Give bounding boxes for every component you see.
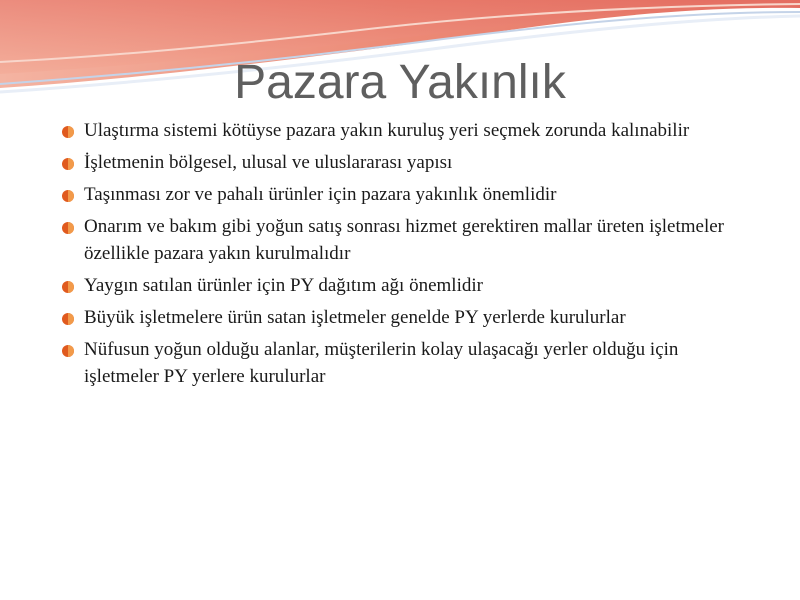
bullet-icon	[62, 190, 74, 202]
bullet-icon	[62, 158, 74, 170]
bullet-item	[58, 304, 758, 331]
bullet-item	[58, 336, 758, 390]
bullet-item	[58, 213, 758, 267]
bullet-text: Büyük işletmelere ürün satan işletmeler genelde PY yerlerde kurulurlar	[84, 307, 626, 328]
slide-title: Pazara Yakınlık	[234, 56, 566, 109]
bullet-icon	[62, 281, 74, 293]
bullet-item	[58, 181, 758, 208]
bullet-text: Ulaştırma sistemi kötüyse pazara yakın kuruluş yeri seçmek zorunda kalınabilir	[84, 120, 690, 141]
bullet-text: Onarım ve bakım gibi yoğun satış sonrası hizmet gerektiren mallar üreten işletmeler özellikle pazara yakın kurulmalıdır	[84, 216, 725, 264]
bullet-text: Nüfusun yoğun olduğu alanlar, müşterilerin kolay ulaşacağı yerler olduğu için işletmeler PY yerlere kurulurlar	[84, 339, 679, 387]
bullet-icon	[62, 313, 74, 325]
bullet-item	[58, 117, 758, 144]
bullet-text: Yaygın satılan ürünler için PY dağıtım ağı önemlidir	[84, 275, 483, 296]
bullet-item	[58, 272, 758, 299]
bullet-item	[58, 149, 758, 176]
bullet-icon	[62, 345, 74, 357]
bullet-text: İşletmenin bölgesel, ulusal ve uluslararası yapısı	[84, 152, 453, 173]
bullet-list	[58, 117, 758, 395]
bullet-icon	[62, 222, 74, 234]
bullet-text: Taşınması zor ve pahalı ürünler için pazara yakınlık önemlidir	[84, 184, 557, 205]
bullet-icon	[62, 126, 74, 138]
